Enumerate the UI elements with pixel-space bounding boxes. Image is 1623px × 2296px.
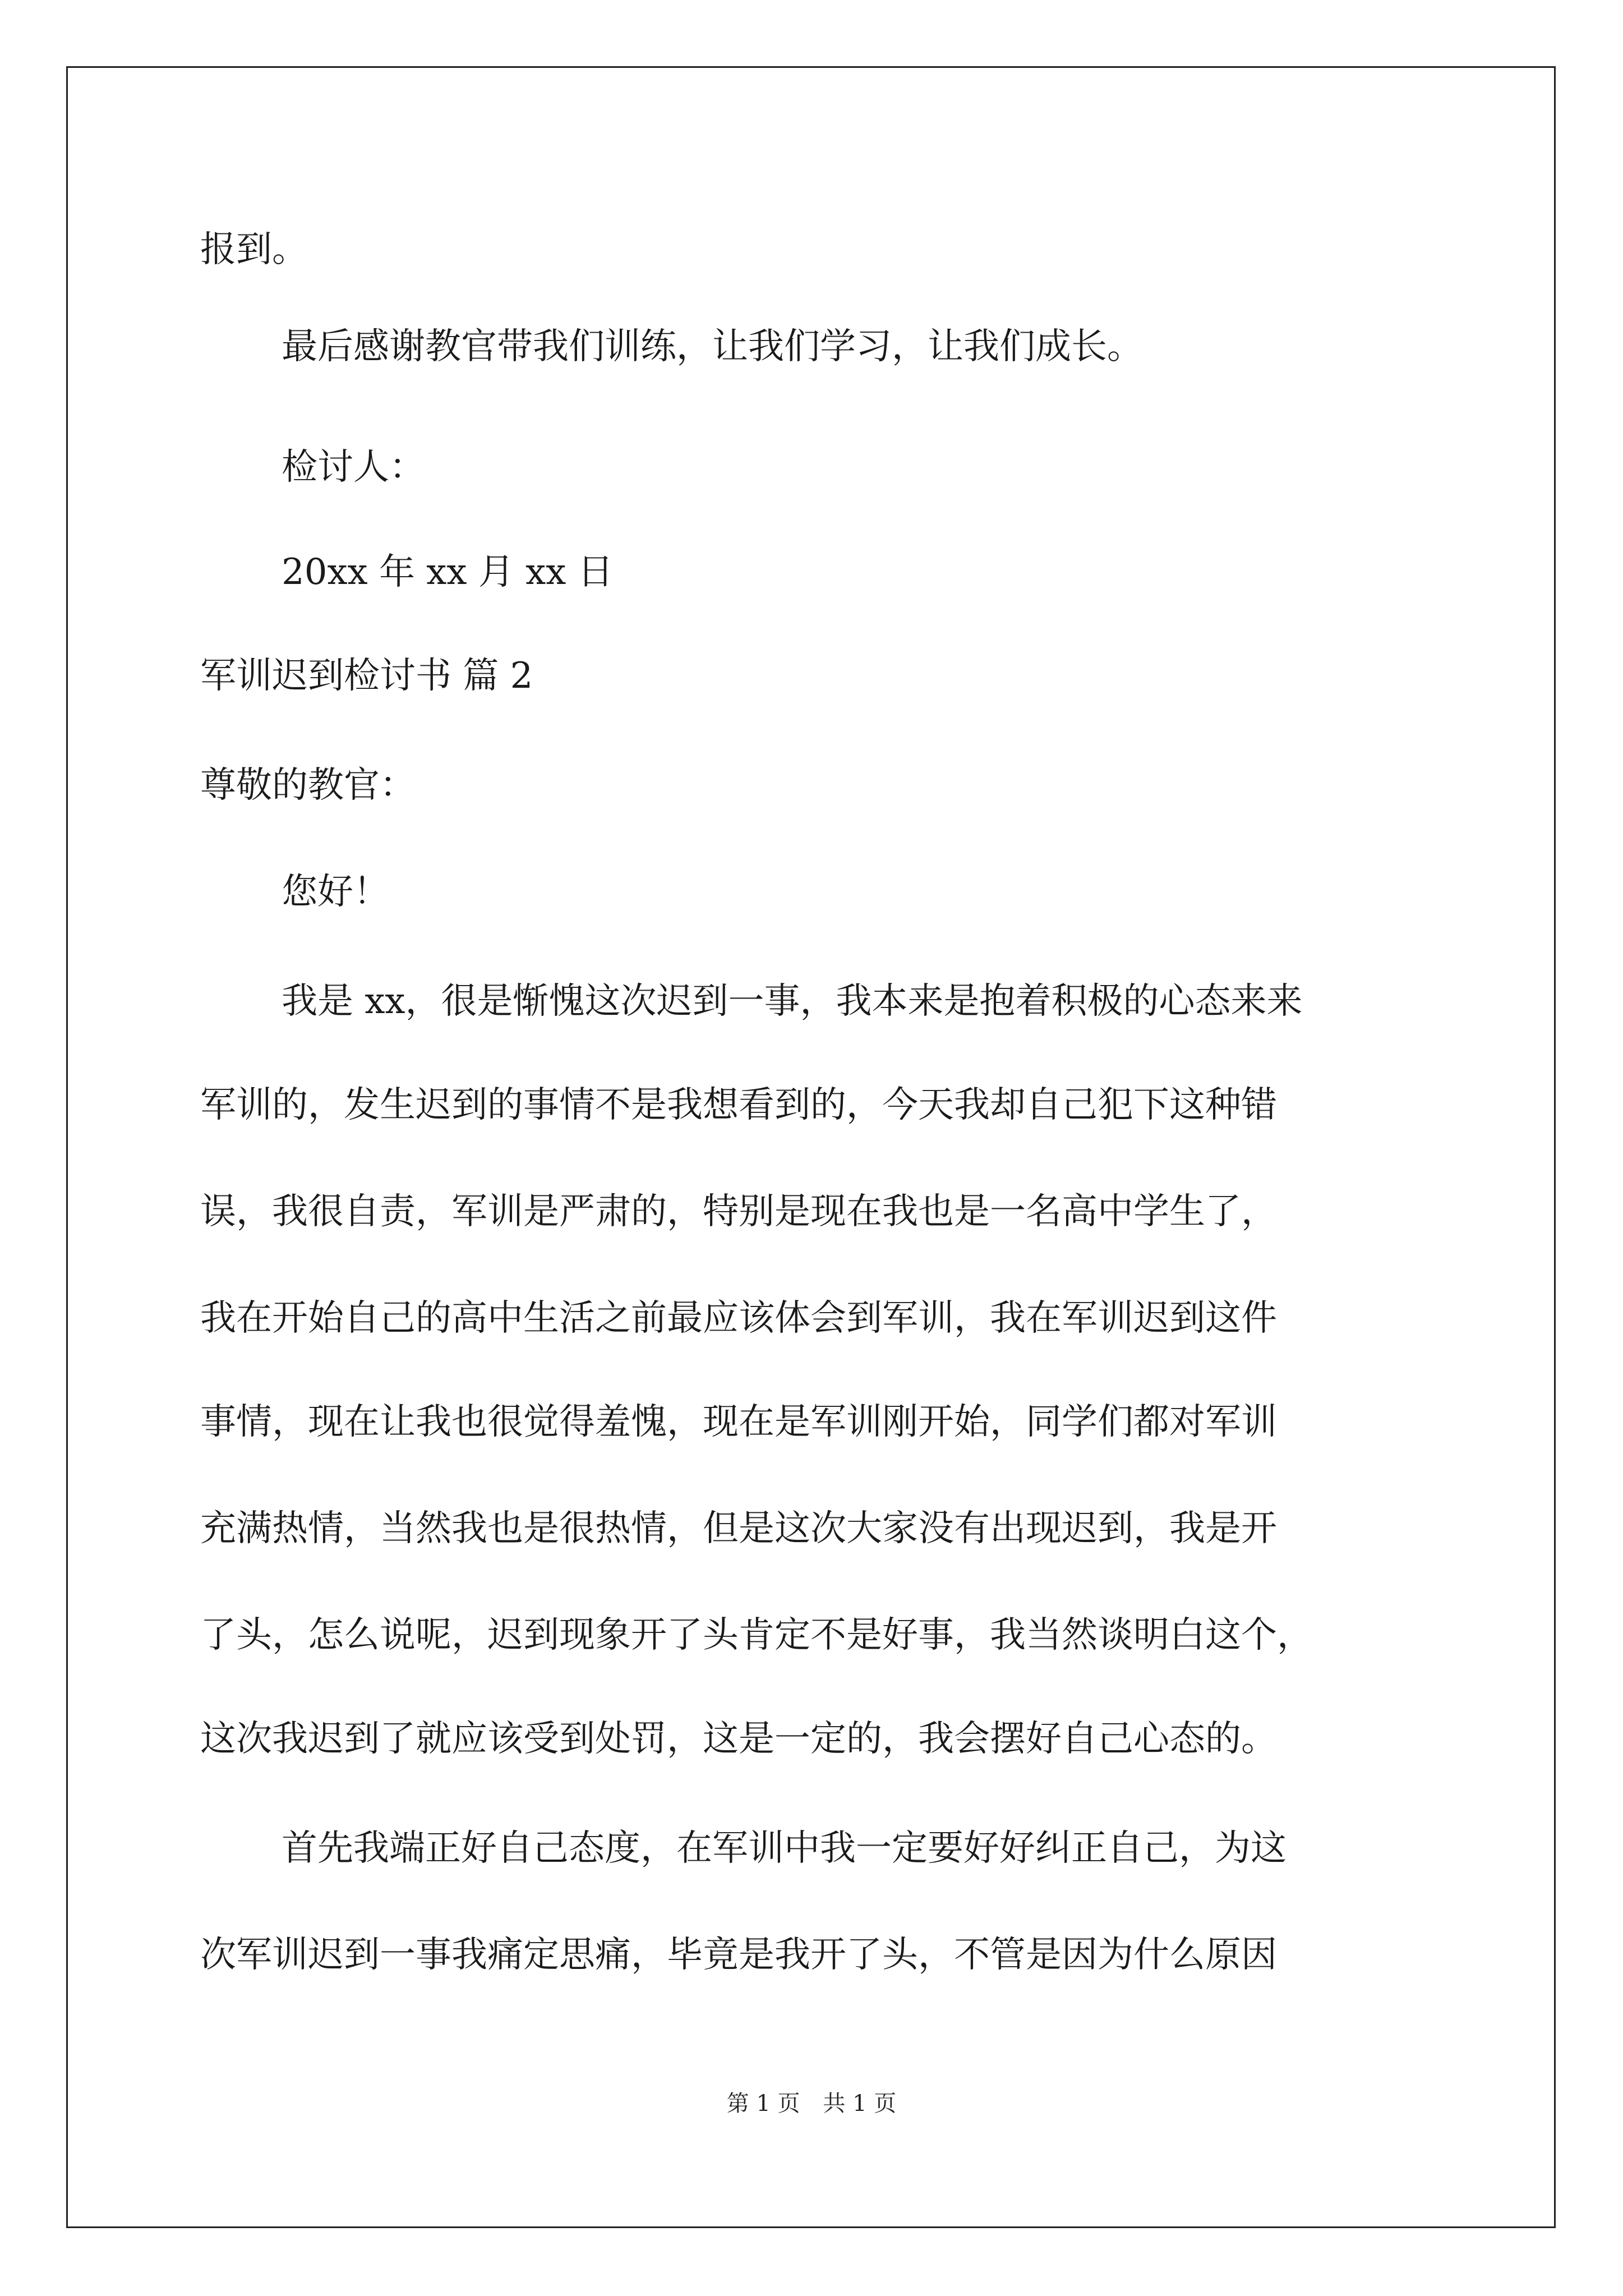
text-line: 最后感谢教官带我们训练，让我们学习，让我们成长。 [282, 326, 1143, 367]
text-line: 了头，怎么说呢，迟到现象开了头肯定不是好事，我当然谈明白这个， [200, 1614, 1313, 1656]
text-line: 充满热情，当然我也是很热情，但是这次大家没有出现迟到，我是开 [200, 1508, 1277, 1549]
text-line: 这次我迟到了就应该受到处罚，这是一定的，我会摆好自己心态的。 [200, 1718, 1277, 1760]
page-border [66, 66, 1556, 2228]
text-line: 首先我端正好自己态度，在军训中我一定要好好纠正自己，为这 [282, 1828, 1287, 1869]
text-line: 事情，现在让我也很觉得羞愧，现在是军训刚开始，同学们都对军训 [200, 1401, 1277, 1443]
salutation: 尊敬的教官： [200, 765, 416, 806]
text-line: 误，我很自责，军训是严肃的，特别是现在我也是一名高中学生了， [200, 1191, 1277, 1232]
text-line: 次军训迟到一事我痛定思痛，毕竟是我开了头，不管是因为什么原因 [200, 1934, 1277, 1976]
text-line: 我在开始自己的高中生活之前最应该体会到军训，我在军训迟到这件 [200, 1297, 1277, 1339]
text-line: 20xx 年 xx 月 xx 日 [282, 551, 614, 593]
section-heading: 军训迟到检讨书 篇 2 [200, 655, 533, 697]
page-total: 共 1 页 [823, 2091, 897, 2116]
text-line: 检讨人： [282, 447, 425, 488]
greeting: 您好！ [282, 871, 389, 913]
page-number: 第 1 页 [726, 2091, 800, 2116]
text-line: 我是 xx，很是惭愧这次迟到一事，我本来是抱着积极的心态来来 [282, 981, 1303, 1022]
text-line: 军训的，发生迟到的事情不是我想看到的，今天我却自己犯下这种错 [200, 1084, 1277, 1126]
page-footer [0, 2088, 1623, 2119]
text-line: 报到。 [200, 229, 308, 270]
